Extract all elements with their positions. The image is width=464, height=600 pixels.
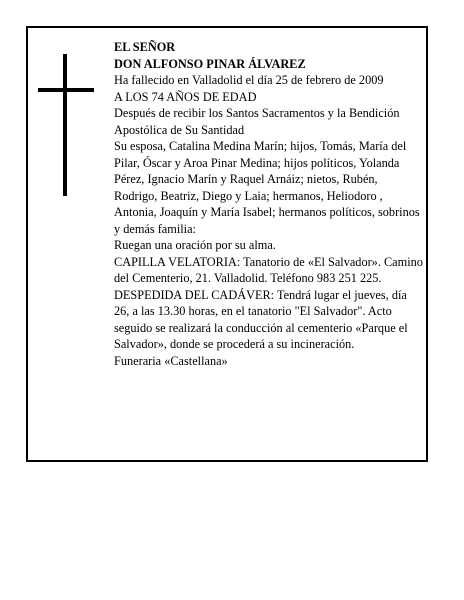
funeral-home-line: Funeraria «Castellana» (114, 353, 228, 368)
farewell-paragraph: DESPEDIDA DEL CADÁVER: Tendrá lugar el jueves, día 26, a las 13.30 horas, en el tanatorio "El Salvador". Acto seguido se realizará la conducción al cementerio «Parque el Salvador», donde se procederá a su incineración. (114, 287, 408, 351)
chapel-paragraph: CAPILLA VELATORIA: Tanatorio de «El Salvador». Camino del Cementerio, 21. Valladolid. Teléfono 983 251 225. (114, 254, 423, 285)
family-paragraph: Su esposa, Catalina Medina Marín; hijos, Tomás, María del Pilar, Óscar y Aroa Pinar Medina; hijos políticos, Yolanda Pérez, Ignacio Marín y Raquel Arnáiz; nietos, Rubén, Rodrigo, Beatriz, Diego y Laia; hermanos, Heliodoro , Antonia, Joaquín y María Isabel; hermanos políticos, sobrinos y demás familia: (114, 139, 420, 236)
age-line: A LOS 74 AÑOS DE EDAD (114, 89, 257, 104)
prayer-line: Ruegan una oración por su alma. (114, 238, 276, 252)
cross-icon-crossbar (38, 88, 94, 92)
death-line: Ha fallecido en Valladolid el día 25 de febrero de 2009 (114, 73, 384, 87)
notice-title: EL SEÑOR (114, 40, 176, 54)
deceased-name: DON ALFONSO PINAR ÁLVAREZ (114, 56, 306, 71)
sacraments-paragraph: Después de recibir los Santos Sacramentos y la Bendición Apostólica de Su Santidad (114, 106, 400, 137)
obituary-text (114, 39, 424, 369)
cross-icon (63, 54, 67, 196)
